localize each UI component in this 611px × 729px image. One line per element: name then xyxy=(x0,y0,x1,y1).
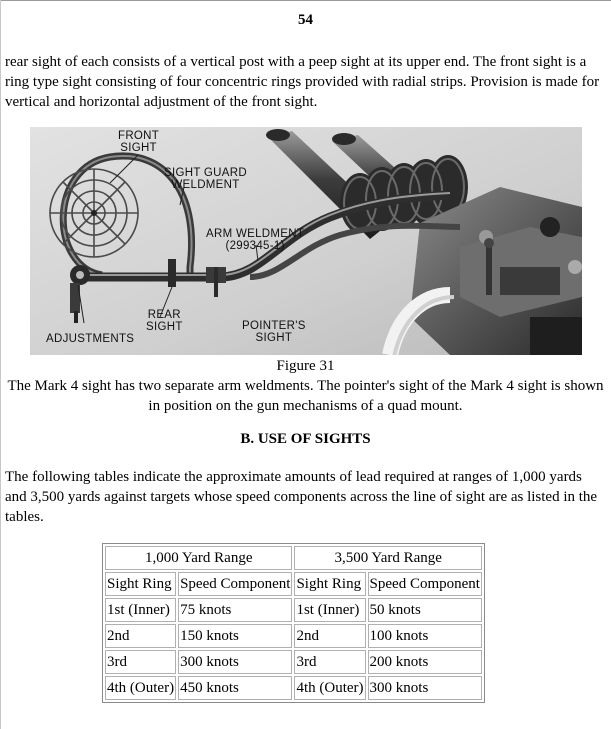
label-sight-guard-weldment: SIGHT GUARD WELDMENT xyxy=(164,167,247,191)
cell-speed: 75 knots xyxy=(178,598,292,622)
label-arm-weldment: ARM WELDMENT (299345-1) xyxy=(206,228,305,252)
section-heading: B. USE OF SIGHTS xyxy=(240,431,371,447)
tables-intro-paragraph: The following tables indicate the approximate amounts of lead required at ranges of 1,000 yards and 3,500 yards against targets whose speed components across the line of sight are as listed in the tables. xyxy=(5,469,598,525)
top-rule xyxy=(0,0,611,1)
table-row xyxy=(105,676,482,700)
cell-ring: 3rd xyxy=(294,650,365,674)
cell-ring: 2nd xyxy=(105,624,176,648)
lead-table xyxy=(102,543,485,703)
cell-speed: 450 knots xyxy=(178,676,292,700)
table-subheader-row xyxy=(105,572,482,596)
table-row xyxy=(105,650,482,674)
intro-paragraph: rear sight of each consists of a vertical post with a peep sight at its upper end. The front sight is a ring type sight consisting of four concentric rings provided with radial strips. Provision is made for vertical and horizontal adjustment of the front sight. xyxy=(5,54,600,110)
table-row xyxy=(105,598,482,622)
figure-caption-text: The Mark 4 sight has two separate arm weldments. The pointer's sight of the Mark 4 sight is shown in position on the gun mechanisms of a quad mount. xyxy=(7,378,604,414)
cell-speed: 50 knots xyxy=(368,598,482,622)
cell-ring: 3rd xyxy=(105,650,176,674)
label-pointers-sight: POINTER'S SIGHT xyxy=(242,320,306,344)
label-front-sight: FRONT SIGHT xyxy=(118,130,160,154)
cell-speed: 300 knots xyxy=(178,650,292,674)
table-header-row xyxy=(105,546,482,570)
cell-speed: 150 knots xyxy=(178,624,292,648)
cell-ring: 4th (Outer) xyxy=(105,676,176,700)
header-1000-yard: 1,000 Yard Range xyxy=(105,546,292,570)
label-adjustments: ADJUSTMENTS xyxy=(46,333,135,345)
table-row xyxy=(105,624,482,648)
cell-speed: 200 knots xyxy=(368,650,482,674)
page-number: 54 xyxy=(298,12,313,28)
cell-ring: 1st (Inner) xyxy=(294,598,365,622)
col-sight-ring: Sight Ring xyxy=(105,572,176,596)
figure-31-photo xyxy=(30,127,582,355)
col-speed-component: Speed Component xyxy=(368,572,482,596)
col-sight-ring: Sight Ring xyxy=(294,572,365,596)
sight-illustration xyxy=(30,127,582,355)
col-speed-component: Speed Component xyxy=(178,572,292,596)
cell-ring: 2nd xyxy=(294,624,365,648)
cell-ring: 4th (Outer) xyxy=(294,676,365,700)
cell-speed: 100 knots xyxy=(368,624,482,648)
cell-speed: 300 knots xyxy=(368,676,482,700)
header-3500-yard: 3,500 Yard Range xyxy=(294,546,481,570)
figure-caption-title: Figure 31 xyxy=(276,358,335,374)
cell-ring: 1st (Inner) xyxy=(105,598,176,622)
label-rear-sight: REAR SIGHT xyxy=(146,309,183,333)
